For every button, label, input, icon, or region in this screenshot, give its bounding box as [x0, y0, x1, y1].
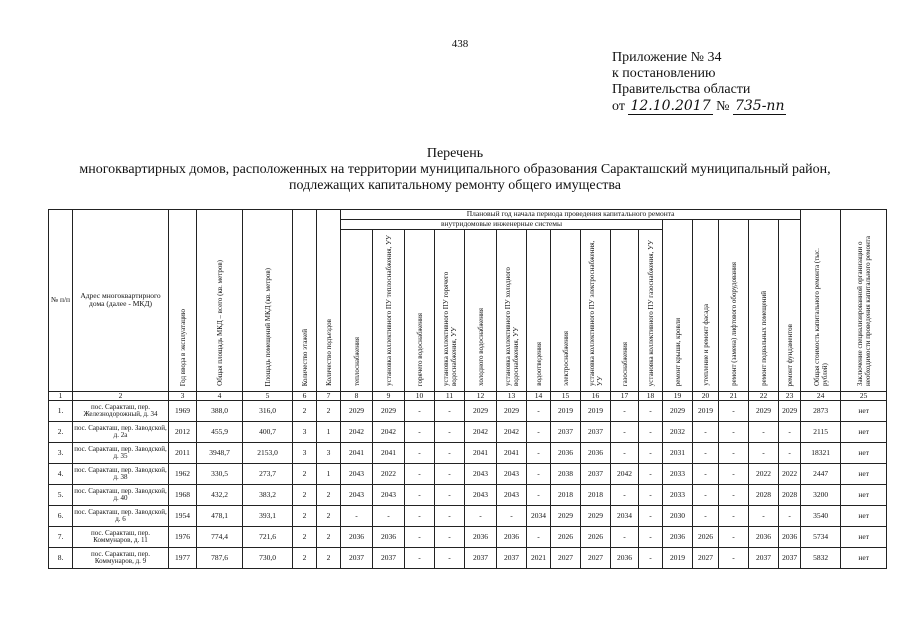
table-cell: 2873	[801, 401, 841, 422]
table-cell: 316,0	[243, 401, 293, 422]
column-number: 12	[465, 391, 497, 401]
address-cell: пос. Саракташ, пер. Заводской, д. 35	[73, 443, 169, 464]
header-engineering: внутридомовые инженерные системы	[341, 220, 663, 230]
table-cell: -	[497, 506, 527, 527]
table-cell: -	[719, 464, 749, 485]
table-cell: 2038	[551, 464, 581, 485]
table-cell: 2037	[581, 464, 611, 485]
table-cell: 2036	[663, 527, 693, 548]
column-number: 8	[341, 391, 373, 401]
table-cell: 2031	[663, 443, 693, 464]
table-cell: 2041	[465, 443, 497, 464]
column-number: 14	[527, 391, 551, 401]
table-cell: 2	[293, 464, 317, 485]
header-premises-area: Площадь помещений МКД (кв. метров)	[243, 210, 293, 392]
row-number-cell: 7.	[49, 527, 73, 548]
table-cell: 2036	[581, 443, 611, 464]
header-planned-year: Плановый год начала периода проведения капитального ремонта	[341, 210, 801, 220]
table-cell: -	[527, 422, 551, 443]
table-cell: 2029	[465, 401, 497, 422]
table-cell: -	[405, 443, 435, 464]
header-year-built: Год ввода в эксплуатацию	[169, 210, 197, 392]
table-cell: 730,0	[243, 548, 293, 569]
column-number: 24	[801, 391, 841, 401]
title-line-3: подлежащих капитальному ремонту общего имущества	[289, 178, 621, 193]
table-cell: нет	[841, 527, 887, 548]
column-number: 7	[317, 391, 341, 401]
table-cell: 3	[317, 443, 341, 464]
table-cell: -	[779, 422, 801, 443]
table-cell: -	[435, 464, 465, 485]
table-cell: -	[693, 464, 719, 485]
table-cell: -	[639, 422, 663, 443]
header-gas: газоснабжения	[611, 230, 639, 392]
table-cell: -	[639, 485, 663, 506]
table-cell: 2026	[693, 527, 719, 548]
houses-table	[48, 209, 887, 569]
header-facade: утепление и ремонт фасада	[693, 220, 719, 392]
table-cell: -	[611, 443, 639, 464]
table-cell: -	[373, 506, 405, 527]
header-electricity-meter: установка коллективного ПУ электроснабжения, УУ	[581, 230, 611, 392]
table-cell: 2115	[801, 422, 841, 443]
table-cell: 2027	[581, 548, 611, 569]
table-cell: 2012	[169, 422, 197, 443]
table-row	[49, 548, 887, 569]
header-floors: Количество этажей	[293, 210, 317, 392]
appendix-date-line	[612, 98, 892, 115]
table-cell: 2022	[749, 464, 779, 485]
table-cell: 2037	[581, 422, 611, 443]
address-cell: пос. Саракташ, пер. Заводской, д. 40	[73, 485, 169, 506]
row-number-cell: 4.	[49, 464, 73, 485]
table-cell: -	[611, 401, 639, 422]
table-cell: 2447	[801, 464, 841, 485]
table-cell: 2037	[497, 548, 527, 569]
table-cell: -	[405, 401, 435, 422]
table-cell: 2	[317, 506, 341, 527]
header-hot-water: горячего водоснабжения	[405, 230, 435, 392]
table-cell: -	[527, 443, 551, 464]
table-cell: 455,9	[197, 422, 243, 443]
header-total-area: Общая площадь МКД – всего (кв. метров)	[197, 210, 243, 392]
handwritten-date: 12.10.2017	[630, 98, 711, 114]
table-cell: -	[405, 548, 435, 569]
table-row	[49, 506, 887, 527]
table-cell: 5832	[801, 548, 841, 569]
table-cell: 2	[293, 485, 317, 506]
table-cell: 2036	[341, 527, 373, 548]
address-cell: пос. Саракташ, пер. Заводской, д. 6	[73, 506, 169, 527]
title-line-2: многоквартирных домов, расположенных на территории муниципального образования Саракташский муниципальный район,	[79, 162, 831, 177]
table-cell: 2026	[551, 527, 581, 548]
table-cell: -	[749, 506, 779, 527]
table-cell: 2042	[341, 422, 373, 443]
column-number: 23	[779, 391, 801, 401]
table-cell: 2037	[779, 548, 801, 569]
table-cell: 273,7	[243, 464, 293, 485]
table-cell: -	[693, 506, 719, 527]
table-cell: 3948,7	[197, 443, 243, 464]
column-number: 3	[169, 391, 197, 401]
table-cell: -	[611, 422, 639, 443]
table-cell: 2029	[551, 506, 581, 527]
header-basement: ремонт подвальных помещений	[749, 220, 779, 392]
table-cell: -	[435, 485, 465, 506]
table-cell: 1977	[169, 548, 197, 569]
table-cell: 478,1	[197, 506, 243, 527]
table-cell: -	[405, 485, 435, 506]
table-cell: 1968	[169, 485, 197, 506]
address-cell: пос. Саракташ, пер. Железнодорожный, д. 34	[73, 401, 169, 422]
table-row	[49, 485, 887, 506]
row-number-cell: 2.	[49, 422, 73, 443]
table-cell: -	[405, 527, 435, 548]
table-cell: 1	[317, 422, 341, 443]
column-number: 17	[611, 391, 639, 401]
column-number: 16	[581, 391, 611, 401]
table-cell: 2042	[497, 422, 527, 443]
table-cell: 2036	[497, 527, 527, 548]
column-number: 13	[497, 391, 527, 401]
table-cell: 2	[317, 485, 341, 506]
column-number: 15	[551, 391, 581, 401]
table-cell: -	[611, 485, 639, 506]
table-cell: 2034	[611, 506, 639, 527]
header-sewerage: водоотведения	[527, 230, 551, 392]
table-cell: 2029	[341, 401, 373, 422]
table-cell: 432,2	[197, 485, 243, 506]
address-cell: пос. Саракташ, пер. Заводской, д. 38	[73, 464, 169, 485]
header-foundation: ремонт фундаментов	[779, 220, 801, 392]
table-cell: -	[719, 443, 749, 464]
table-cell: 2029	[779, 401, 801, 422]
table-cell: -	[639, 506, 663, 527]
table-cell: -	[435, 548, 465, 569]
table-cell: -	[435, 401, 465, 422]
table-cell: 2030	[663, 506, 693, 527]
table-cell: 1954	[169, 506, 197, 527]
page-number: 438	[451, 38, 469, 50]
appendix-subtitle: к постановлению	[612, 66, 716, 81]
number-sign: №	[716, 99, 730, 114]
column-number: 25	[841, 391, 887, 401]
address-cell: пос. Саракташ, пер. Заводской, д. 2а	[73, 422, 169, 443]
table-cell: 721,6	[243, 527, 293, 548]
table-cell: 2021	[527, 548, 551, 569]
table-cell: 2036	[779, 527, 801, 548]
title-line-1: Перечень	[426, 146, 484, 161]
table-cell: 2029	[373, 401, 405, 422]
date-prefix: от	[612, 99, 625, 114]
header-heating-meter: установка коллективного ПУ теплоснабжения, УУ	[373, 230, 405, 392]
table-cell: 2041	[341, 443, 373, 464]
table-cell: 2	[293, 401, 317, 422]
table-cell: -	[639, 527, 663, 548]
table-row	[49, 464, 887, 485]
table-cell: 388,0	[197, 401, 243, 422]
table-cell: 2	[293, 506, 317, 527]
table-cell: -	[779, 506, 801, 527]
table-cell: -	[719, 422, 749, 443]
table-cell: 2042	[465, 422, 497, 443]
row-number-cell: 6.	[49, 506, 73, 527]
table-cell: -	[639, 464, 663, 485]
column-number: 19	[663, 391, 693, 401]
table-row	[49, 527, 887, 548]
table-cell: 383,2	[243, 485, 293, 506]
table-cell: 2	[293, 548, 317, 569]
table-cell: 2036	[611, 548, 639, 569]
table-cell: -	[527, 527, 551, 548]
handwritten-number: 735-пп	[734, 98, 785, 114]
table-cell: -	[639, 401, 663, 422]
table-cell: -	[749, 422, 779, 443]
table-cell: 2037	[749, 548, 779, 569]
table-cell: 2042	[611, 464, 639, 485]
header-cold-water: холодного водоснабжения	[465, 230, 497, 392]
header-gas-meter: установка коллективного ПУ газоснабжения, УУ	[639, 230, 663, 392]
table-cell: -	[435, 527, 465, 548]
table-cell: -	[693, 422, 719, 443]
table-cell: 2041	[497, 443, 527, 464]
table-cell: 2036	[551, 443, 581, 464]
header-heating: теплоснабжения	[341, 230, 373, 392]
table-cell: 2043	[497, 464, 527, 485]
table-cell: 2029	[581, 506, 611, 527]
column-number: 2	[73, 391, 169, 401]
table-cell: -	[527, 401, 551, 422]
table-cell: -	[435, 422, 465, 443]
table-cell: 2018	[581, 485, 611, 506]
table-cell: нет	[841, 506, 887, 527]
table-cell: 2034	[527, 506, 551, 527]
table-cell: нет	[841, 485, 887, 506]
table-cell: 2	[317, 527, 341, 548]
table-cell: нет	[841, 401, 887, 422]
table-cell: 2022	[373, 464, 405, 485]
column-numbers-row	[49, 391, 887, 401]
table-cell: 2019	[693, 401, 719, 422]
table-cell: -	[693, 485, 719, 506]
table-cell: 3200	[801, 485, 841, 506]
table-cell: нет	[841, 548, 887, 569]
table-cell: 3	[293, 422, 317, 443]
table-cell: 2019	[581, 401, 611, 422]
table-cell: 2037	[373, 548, 405, 569]
table-cell: 1969	[169, 401, 197, 422]
table-cell: 2042	[373, 422, 405, 443]
table-cell: 2027	[693, 548, 719, 569]
table-cell: 787,6	[197, 548, 243, 569]
table-cell: 2043	[465, 464, 497, 485]
table-cell: 2026	[581, 527, 611, 548]
table-cell: 2043	[341, 464, 373, 485]
table-cell: 2	[293, 527, 317, 548]
table-row	[49, 401, 887, 422]
document-title	[60, 146, 850, 194]
table-row	[49, 422, 887, 443]
table-row	[49, 443, 887, 464]
table-cell: 2029	[497, 401, 527, 422]
table-cell: 2022	[779, 464, 801, 485]
table-cell: 2036	[749, 527, 779, 548]
table-cell: 2037	[465, 548, 497, 569]
column-number: 18	[639, 391, 663, 401]
table-cell: 2019	[551, 401, 581, 422]
column-number: 6	[293, 391, 317, 401]
table-cell: 2036	[373, 527, 405, 548]
row-number-cell: 8.	[49, 548, 73, 569]
table-cell: 2037	[551, 422, 581, 443]
table-cell: 2043	[373, 485, 405, 506]
table-cell: -	[405, 464, 435, 485]
table-cell: -	[405, 506, 435, 527]
table-cell: нет	[841, 443, 887, 464]
column-number: 9	[373, 391, 405, 401]
table-cell: 2033	[663, 485, 693, 506]
column-number: 5	[243, 391, 293, 401]
table-cell: 2037	[341, 548, 373, 569]
table-cell: -	[693, 443, 719, 464]
column-number: 1	[49, 391, 73, 401]
table-cell: -	[465, 506, 497, 527]
table-cell: -	[527, 464, 551, 485]
table-cell: 2019	[663, 548, 693, 569]
header-conclusion: Заключение специализированной организации о необходимости проведения капитального ремонта	[841, 210, 887, 392]
table-cell: 2028	[749, 485, 779, 506]
column-number: 10	[405, 391, 435, 401]
table-cell: 2036	[465, 527, 497, 548]
header-num: № п/п	[49, 210, 73, 392]
table-cell: -	[435, 443, 465, 464]
table-cell: 393,1	[243, 506, 293, 527]
table-cell: 2027	[551, 548, 581, 569]
table-cell: 1976	[169, 527, 197, 548]
table-cell: -	[527, 485, 551, 506]
header-address: Адрес многоквартирного дома (далее - МКД)	[73, 210, 169, 392]
header-entrances: Количество подъездов	[317, 210, 341, 392]
table-cell: -	[719, 548, 749, 569]
table-cell: -	[435, 506, 465, 527]
table-cell: 2043	[497, 485, 527, 506]
table-cell: нет	[841, 464, 887, 485]
table-cell: 3540	[801, 506, 841, 527]
table-cell: 1	[317, 464, 341, 485]
table-cell: 2	[317, 548, 341, 569]
table-cell: 774,4	[197, 527, 243, 548]
table-cell: 2033	[663, 464, 693, 485]
header-cold-water-meter: установка коллективного ПУ холодного водоснабжения, УУ	[497, 230, 527, 392]
table-cell: 2029	[749, 401, 779, 422]
table-cell: 3	[293, 443, 317, 464]
header-total-cost: Общая стоимость капитального ремонта (тыс. рублей)	[801, 210, 841, 392]
column-number: 20	[693, 391, 719, 401]
table-cell: 2018	[551, 485, 581, 506]
table-cell: -	[405, 422, 435, 443]
column-number: 11	[435, 391, 465, 401]
header-elevator: ремонт (замена) лифтового оборудования	[719, 220, 749, 392]
table-cell: 400,7	[243, 422, 293, 443]
table-cell: 2043	[465, 485, 497, 506]
table-cell: 2011	[169, 443, 197, 464]
table-cell: 2029	[663, 401, 693, 422]
table-cell: 5734	[801, 527, 841, 548]
table-cell: 1962	[169, 464, 197, 485]
table-cell: -	[749, 443, 779, 464]
appendix-title: Приложение № 34	[612, 50, 722, 65]
table-cell: 2032	[663, 422, 693, 443]
column-number: 21	[719, 391, 749, 401]
row-number-cell: 3.	[49, 443, 73, 464]
appendix-block	[612, 50, 892, 115]
header-roof: ремонт крыши, кровли	[663, 220, 693, 392]
table-cell: -	[719, 527, 749, 548]
table-cell: -	[639, 443, 663, 464]
table-cell: 2153,0	[243, 443, 293, 464]
table-cell: 2043	[341, 485, 373, 506]
row-number-cell: 1.	[49, 401, 73, 422]
table-cell: 2028	[779, 485, 801, 506]
table-cell: -	[719, 401, 749, 422]
table-cell: -	[341, 506, 373, 527]
address-cell: пос. Саракташ, пер. Коммунаров, д. 9	[73, 548, 169, 569]
column-number: 22	[749, 391, 779, 401]
table-cell: 2	[317, 401, 341, 422]
table-cell: -	[611, 527, 639, 548]
appendix-authority: Правительства области	[612, 82, 751, 97]
table-cell: 330,5	[197, 464, 243, 485]
table-cell: -	[719, 506, 749, 527]
row-number-cell: 5.	[49, 485, 73, 506]
header-electricity: электроснабжения	[551, 230, 581, 392]
column-number: 4	[197, 391, 243, 401]
table-cell: -	[639, 548, 663, 569]
header-hot-water-meter: установка коллективного ПУ горячего водоснабжения, УУ	[435, 230, 465, 392]
table-cell: -	[779, 443, 801, 464]
table-cell: 2041	[373, 443, 405, 464]
table-cell: нет	[841, 422, 887, 443]
table-cell: -	[719, 485, 749, 506]
table-cell: 18321	[801, 443, 841, 464]
address-cell: пос. Саракташ, пер. Коммунаров, д. 11	[73, 527, 169, 548]
